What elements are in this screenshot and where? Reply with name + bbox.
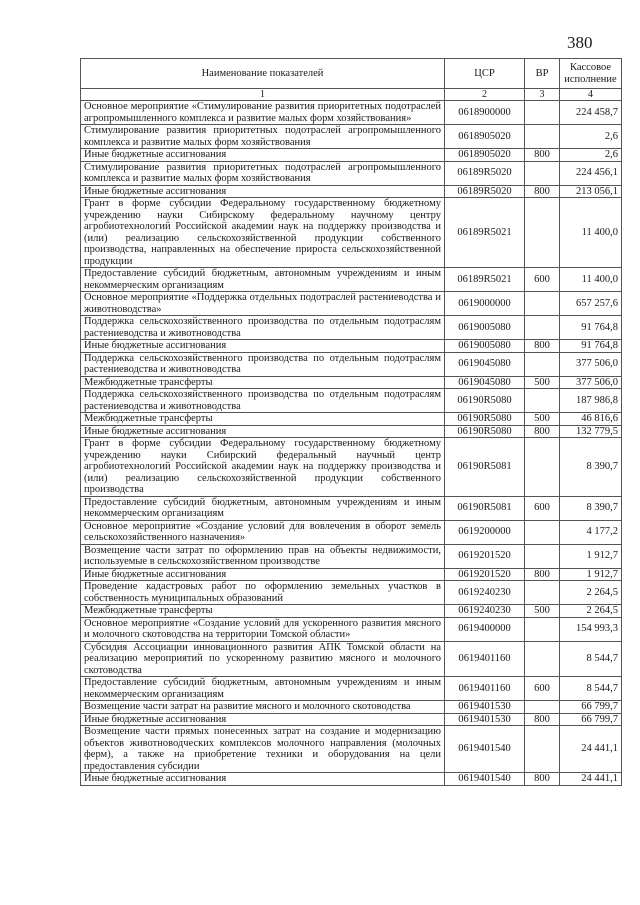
row-csr: 0619000000 (445, 292, 525, 316)
row-amount: 1 912,7 (560, 568, 622, 581)
row-name: Иные бюджетные ассигнования (81, 568, 445, 581)
row-name: Поддержка сельскохозяйственного производства по отдельным подотраслям растениеводства и животноводства (81, 352, 445, 376)
row-csr: 0619401530 (445, 713, 525, 726)
table-row (81, 773, 622, 786)
row-name: Поддержка сельскохозяйственного производства по отдельным подотраслям растениеводства и животноводства (81, 389, 445, 413)
table-row (81, 268, 622, 292)
row-csr: 0619401530 (445, 701, 525, 714)
row-amount: 66 799,7 (560, 701, 622, 714)
table-row (81, 713, 622, 726)
row-vr (525, 544, 560, 568)
row-name: Возмещение части затрат на развитие мясного и молочного скотоводства (81, 701, 445, 714)
row-vr: 500 (525, 605, 560, 618)
row-csr: 0618900000 (445, 101, 525, 125)
row-csr: 0619005080 (445, 316, 525, 340)
row-vr: 800 (525, 340, 560, 353)
table-row (81, 376, 622, 389)
row-name: Предоставление субсидий бюджетным, автономным учреждениям и иным некоммерческим организациям (81, 677, 445, 701)
row-amount: 187 986,8 (560, 389, 622, 413)
row-name: Поддержка сельскохозяйственного производства по отдельным подотраслям растениеводства и животноводства (81, 316, 445, 340)
table-row (81, 340, 622, 353)
row-amount: 24 441,1 (560, 773, 622, 786)
row-name: Иные бюджетные ассигнования (81, 185, 445, 198)
row-csr: 06189R5021 (445, 268, 525, 292)
row-name: Грант в форме субсидии Федеральному государственному бюджетному учреждению науки Сибирский федеральный научный центр агробиотехнологий Российской академии наук на поддержку производства и (или) реализацию сельскохозяйственной продукции собственного производства (81, 438, 445, 497)
header-csr: ЦСР (445, 59, 525, 89)
row-name: Иные бюджетные ассигнования (81, 340, 445, 353)
row-vr: 800 (525, 773, 560, 786)
row-amount: 213 056,1 (560, 185, 622, 198)
row-name: Иные бюджетные ассигнования (81, 149, 445, 162)
row-name: Межбюджетные трансферты (81, 605, 445, 618)
row-name: Основное мероприятие «Создание условий для ускоренного развития мясного и молочного скотоводства на территории Томской области» (81, 617, 445, 641)
row-vr: 800 (525, 149, 560, 162)
row-vr (525, 438, 560, 497)
row-amount: 657 257,6 (560, 292, 622, 316)
table-body (81, 101, 622, 786)
row-csr: 0619045080 (445, 352, 525, 376)
row-vr: 800 (525, 425, 560, 438)
row-amount: 4 177,2 (560, 520, 622, 544)
row-vr (525, 581, 560, 605)
row-vr (525, 641, 560, 677)
row-amount: 1 912,7 (560, 544, 622, 568)
row-csr: 06189R5020 (445, 161, 525, 185)
row-amount: 224 456,1 (560, 161, 622, 185)
row-amount: 2 264,5 (560, 581, 622, 605)
table-row (81, 677, 622, 701)
row-amount: 154 993,3 (560, 617, 622, 641)
row-name: Стимулирование развития приоритетных подотраслей агропромышленного комплекса и развитие малых форм хозяйствования (81, 125, 445, 149)
table-row (81, 496, 622, 520)
row-vr (525, 352, 560, 376)
table-row (81, 581, 622, 605)
row-csr: 06190R5080 (445, 413, 525, 426)
row-csr: 06190R5080 (445, 389, 525, 413)
row-name: Основное мероприятие «Стимулирование развития приоритетных подотраслей агропромышленного комплекса и развитие малых форм хозяйствования» (81, 101, 445, 125)
row-amount: 8 390,7 (560, 496, 622, 520)
row-vr: 500 (525, 376, 560, 389)
row-amount: 11 400,0 (560, 268, 622, 292)
table-row (81, 568, 622, 581)
table-row (81, 352, 622, 376)
row-name: Предоставление субсидий бюджетным, автономным учреждениям и иным некоммерческим организациям (81, 496, 445, 520)
row-name: Межбюджетные трансферты (81, 376, 445, 389)
row-amount: 224 458,7 (560, 101, 622, 125)
row-amount: 132 779,5 (560, 425, 622, 438)
row-csr: 06189R5020 (445, 185, 525, 198)
row-amount: 8 544,7 (560, 641, 622, 677)
row-name: Стимулирование развития приоритетных подотраслей агропромышленного комплекса и развитие малых форм хозяйствования (81, 161, 445, 185)
row-csr: 0619401160 (445, 641, 525, 677)
row-amount: 46 816,6 (560, 413, 622, 426)
row-csr: 0619401160 (445, 677, 525, 701)
row-csr: 0619005080 (445, 340, 525, 353)
row-amount: 91 764,8 (560, 340, 622, 353)
row-amount: 2 264,5 (560, 605, 622, 618)
row-amount: 2,6 (560, 125, 622, 149)
row-name: Возмещение части прямых понесенных затрат на создание и модернизацию объектов животноводческих комплексов молочного направления (молочных ферм), а также на приобретение техники и оборудования на цели предоставления субсидии (81, 726, 445, 773)
row-vr: 600 (525, 677, 560, 701)
row-vr (525, 101, 560, 125)
column-number: 4 (560, 89, 622, 101)
table-row (81, 544, 622, 568)
row-name: Предоставление субсидий бюджетным, автономным учреждениям и иным некоммерческим организациям (81, 268, 445, 292)
row-csr: 0619240230 (445, 581, 525, 605)
table-row (81, 389, 622, 413)
row-amount: 11 400,0 (560, 198, 622, 268)
column-number: 2 (445, 89, 525, 101)
table-row (81, 641, 622, 677)
row-csr: 0619401540 (445, 773, 525, 786)
table-row (81, 101, 622, 125)
table-row (81, 413, 622, 426)
row-csr: 0619201520 (445, 544, 525, 568)
row-vr (525, 161, 560, 185)
row-vr: 800 (525, 713, 560, 726)
table-row (81, 438, 622, 497)
row-amount: 66 799,7 (560, 713, 622, 726)
row-name: Возмещение части затрат по оформлению прав на объекты недвижимости, используемые в сельскохозяйственном производстве (81, 544, 445, 568)
table-row (81, 617, 622, 641)
row-vr: 600 (525, 496, 560, 520)
row-name: Иные бюджетные ассигнования (81, 425, 445, 438)
table-row (81, 161, 622, 185)
row-csr: 0618905020 (445, 149, 525, 162)
table-row (81, 185, 622, 198)
table-row (81, 316, 622, 340)
row-csr: 0619200000 (445, 520, 525, 544)
row-vr: 500 (525, 413, 560, 426)
row-vr (525, 316, 560, 340)
row-name: Основное мероприятие «Создание условий для вовлечения в оборот земель сельскохозяйственного назначения» (81, 520, 445, 544)
column-number-row (81, 89, 622, 101)
row-csr: 0619240230 (445, 605, 525, 618)
table-row (81, 149, 622, 162)
row-amount: 377 506,0 (560, 376, 622, 389)
row-name: Иные бюджетные ассигнования (81, 773, 445, 786)
column-number: 1 (81, 89, 445, 101)
row-vr (525, 198, 560, 268)
header-vr: ВР (525, 59, 560, 89)
header-name: Наименование показателей (81, 59, 445, 89)
row-vr: 800 (525, 568, 560, 581)
row-name: Грант в форме субсидии Федеральному государственному бюджетному учреждению науки Сибирскому федеральному научному центру агробиотехнологий Российской академии наук на поддержку производства и (или) реализацию сельскохозяйственной продукции собственного производства, направленных на обеспечение прироста сельскохозяйственной продукции (81, 198, 445, 268)
row-csr: 0619201520 (445, 568, 525, 581)
table-row (81, 425, 622, 438)
row-name: Проведение кадастровых работ по оформлению земельных участков в собственность муниципальных образований (81, 581, 445, 605)
table-row (81, 701, 622, 714)
row-name: Межбюджетные трансферты (81, 413, 445, 426)
header-amount: Кассовое исполнение (560, 59, 622, 89)
row-vr (525, 520, 560, 544)
row-csr: 06190R5081 (445, 496, 525, 520)
row-vr (525, 389, 560, 413)
row-vr (525, 701, 560, 714)
row-name: Субсидия Ассоциации инновационного развития АПК Томской области на реализацию мероприятий по ускоренному развитию мясного и молочного скотоводства (81, 641, 445, 677)
row-amount: 91 764,8 (560, 316, 622, 340)
table-row (81, 605, 622, 618)
row-vr (525, 617, 560, 641)
row-amount: 2,6 (560, 149, 622, 162)
column-number: 3 (525, 89, 560, 101)
row-vr (525, 726, 560, 773)
row-amount: 24 441,1 (560, 726, 622, 773)
row-csr: 06189R5021 (445, 198, 525, 268)
row-amount: 377 506,0 (560, 352, 622, 376)
row-vr: 600 (525, 268, 560, 292)
row-name: Основное мероприятие «Поддержка отдельных подотраслей растениеводства и животноводства» (81, 292, 445, 316)
page-number: 380 (567, 33, 593, 52)
table-row (81, 198, 622, 268)
row-name: Иные бюджетные ассигнования (81, 713, 445, 726)
budget-execution-table (80, 58, 622, 786)
row-vr (525, 125, 560, 149)
row-csr: 06190R5080 (445, 425, 525, 438)
row-csr: 0619400000 (445, 617, 525, 641)
row-csr: 0619045080 (445, 376, 525, 389)
table-row (81, 125, 622, 149)
row-csr: 0618905020 (445, 125, 525, 149)
table-row (81, 520, 622, 544)
row-csr: 06190R5081 (445, 438, 525, 497)
row-csr: 0619401540 (445, 726, 525, 773)
table-row (81, 292, 622, 316)
table-row (81, 726, 622, 773)
row-amount: 8 544,7 (560, 677, 622, 701)
row-vr (525, 292, 560, 316)
row-amount: 8 390,7 (560, 438, 622, 497)
row-vr: 800 (525, 185, 560, 198)
